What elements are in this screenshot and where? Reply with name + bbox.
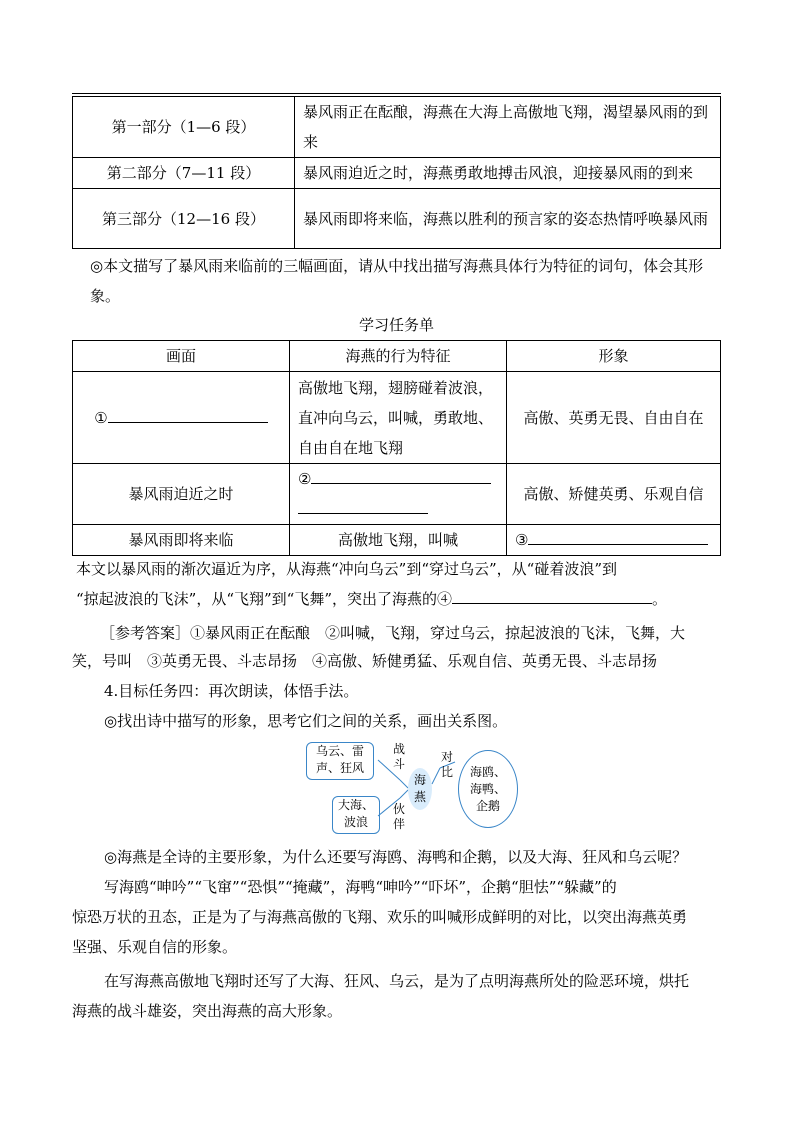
scene-cell: 暴风雨迫近之时	[73, 464, 290, 525]
table-row	[73, 189, 721, 249]
paragraph-1-line-1: 写海鸥“呻吟”“飞窜”“恐惧”“掩藏”，海鸭“呻吟”“吓坏”，企鹅“胆怯”“躲藏”的	[104, 878, 617, 896]
center-char: 燕	[413, 790, 426, 804]
label-char: 比	[440, 765, 453, 779]
label-char: 斗	[392, 757, 405, 771]
node-sea-waves	[332, 796, 380, 834]
paragraph-1-line-3: 坚强、乐观自信的形象。	[72, 938, 238, 956]
label-char: 伙	[392, 802, 405, 816]
task-table-title: 学习任务单	[358, 316, 434, 334]
paragraph-2-line-2: 海燕的战斗雄姿，突出海燕的高大形象。	[72, 1002, 343, 1020]
content-cell: 暴风雨正在酝酿，海燕在大海上高傲地飞翔，渴望暴风雨的到来	[295, 97, 721, 158]
summary-line-1: 本文以暴风雨的渐次逼近为序，从海燕“冲向乌云”到“穿过乌云”，从“碰着波浪”到	[76, 560, 618, 578]
paragraph-2-line-1: 在写海燕高傲地飞翔时还写了大海、狂风、乌云，是为了点明海燕所处的险恶环境，烘托	[104, 972, 690, 990]
label-fight	[392, 742, 406, 772]
behavior-cell: 高傲地飞翔，翅膀碰着波浪，直冲向乌云，叫喊，勇敢地、自由自在地飞翔	[290, 372, 507, 464]
table-row	[73, 97, 721, 158]
paragraph-1-line-2: 惊恐万状的丑态，正是为了与海燕高傲的飞翔、欢乐的叫喊形成鲜明的对比，以突出海燕英勇	[72, 908, 688, 926]
task-4-heading: 4.目标任务四：再次朗读，体悟手法。	[104, 682, 359, 700]
table-header-row	[73, 341, 721, 372]
part-cell: 第三部分（12—16 段）	[73, 189, 295, 249]
answer-blank-2a[interactable]	[311, 469, 491, 484]
label-contrast	[440, 750, 454, 780]
node-gull-duck-penguin	[458, 750, 518, 828]
node-line: 乌云、雷	[315, 744, 364, 758]
node-dark-clouds-thunder-wind	[306, 742, 374, 780]
label-char: 战	[392, 742, 405, 756]
answer-line-1: ［参考答案］①暴风雨正在酝酿 ②叫喊，飞翔，穿过乌云，掠起波浪的飞沫，飞舞，大	[100, 624, 686, 642]
answer-blank-2b[interactable]	[298, 499, 428, 514]
label-char: 对	[440, 750, 453, 764]
center-petrel	[408, 768, 432, 810]
node-line: 企鹅	[475, 799, 500, 813]
node-line: 海鸥、	[469, 765, 506, 779]
header-scene: 画面	[73, 341, 290, 372]
task-table	[72, 340, 721, 556]
node-line: 大海、	[337, 798, 374, 812]
label-partner	[392, 802, 406, 832]
table-row	[73, 372, 721, 464]
answer-line-2: 笑，号叫 ③英勇无畏、斗志昂扬 ④高傲、矫健勇猛、乐观自信、英勇无畏、斗志昂扬	[72, 652, 658, 670]
scene-cell	[73, 372, 290, 464]
table-row	[73, 525, 721, 556]
top-rule	[72, 93, 721, 94]
image-cell	[507, 525, 721, 556]
answer-blank-3[interactable]	[528, 530, 708, 545]
image-cell: 高傲、英勇无畏、自由自在	[507, 372, 721, 464]
scene-cell: 暴风雨即将来临	[73, 525, 290, 556]
node-line: 波浪	[343, 815, 368, 829]
structure-table	[72, 96, 721, 249]
node-line: 声、狂风	[315, 761, 364, 775]
table-row	[73, 464, 721, 525]
behavior-cell: 高傲地飞翔，叫喊	[290, 525, 507, 556]
label-char: 伴	[392, 817, 405, 831]
image-cell: 高傲、矫健英勇、乐观自信	[507, 464, 721, 525]
summary-end: 。	[652, 590, 668, 608]
summary-line-2	[76, 584, 736, 614]
behavior-cell	[290, 464, 507, 525]
summary-text: “掠起波浪的飞沫”，从“飞翔”到“飞舞”，突出了海燕的④	[76, 590, 453, 608]
content-cell: 暴风雨即将来临，海燕以胜利的预言家的姿态热情呼唤暴风雨	[295, 189, 721, 249]
node-line: 海鸭、	[469, 782, 506, 796]
part-cell: 第二部分（7—11 段）	[73, 158, 295, 189]
question-1: ◎本文描写了暴风雨来临前的三幅画面，请从中找出描写海燕具体行为特征的词句，体会其形象。	[90, 257, 704, 305]
blank-marker: ①	[94, 408, 108, 427]
blank-marker: ②	[298, 470, 312, 488]
table-row	[73, 158, 721, 189]
content-cell: 暴风雨迫近之时，海燕勇敢地搏击风浪，迎接暴风雨的到来	[295, 158, 721, 189]
relationship-diagram	[300, 738, 540, 838]
header-behavior: 海燕的行为特征	[290, 341, 507, 372]
answer-blank-1[interactable]	[108, 408, 268, 423]
header-image: 形象	[507, 341, 721, 372]
part-cell: 第一部分（1—6 段）	[73, 97, 295, 158]
question-3: ◎海燕是全诗的主要形象，为什么还要写海鸥、海鸭和企鹅，以及大海、狂风和乌云呢？	[104, 848, 688, 866]
center-char: 海	[413, 773, 426, 787]
answer-blank-4[interactable]	[452, 589, 652, 604]
blank-marker: ③	[515, 531, 529, 549]
question-2: ◎找出诗中描写的形象，思考它们之间的关系，画出关系图。	[104, 712, 508, 730]
